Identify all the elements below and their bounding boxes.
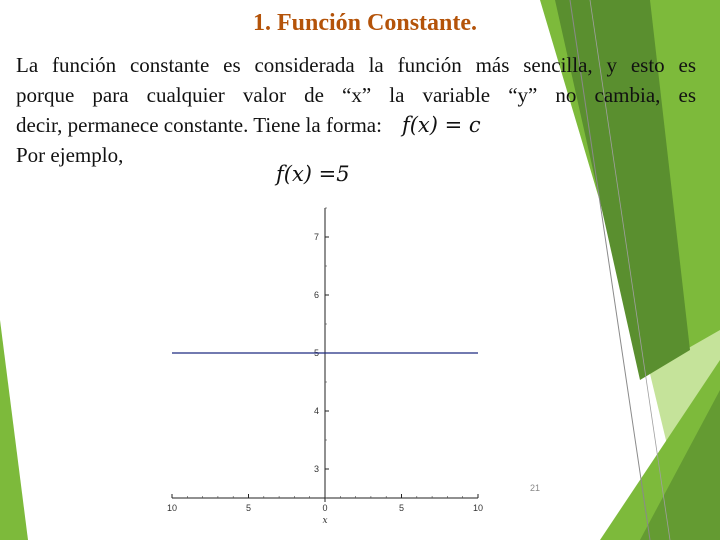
y-tick-label: 3 — [313, 464, 319, 474]
slide-title: 1. Función Constante. — [252, 10, 478, 36]
y-tick-label: 4 — [313, 406, 319, 416]
x-tick-label: 0 — [322, 503, 328, 513]
paragraph-line-3 — [16, 110, 696, 140]
x-tick-label: 5 — [245, 503, 252, 513]
x-tick-label: 5 — [398, 503, 405, 513]
x-tick-label: 10 — [472, 503, 484, 513]
paragraph-line-4: Por ejemplo, — [16, 143, 124, 167]
y-tick-label: 7 — [313, 232, 319, 242]
x-axis-label: x — [322, 516, 328, 526]
y-tick-label: 6 — [313, 290, 319, 300]
form-formula: f(x) = c — [401, 113, 481, 137]
page-number: 21 — [530, 483, 541, 493]
example-formula: f(x) =5 — [276, 162, 350, 186]
paragraph-line-1: La función constante es considerada la función más sencilla, y esto es — [16, 53, 696, 77]
x-tick-label: 10 — [166, 503, 178, 513]
constant-function-chart — [160, 200, 490, 530]
paragraph-line-2: porque para cualquier valor de “x” la variable “y” no cambia, es — [16, 83, 696, 107]
y-tick-label: 5 — [313, 348, 319, 358]
slide-paragraph — [16, 50, 696, 170]
paragraph-line-3-text: decir, permanece constante. Tiene la forma: — [16, 113, 382, 137]
